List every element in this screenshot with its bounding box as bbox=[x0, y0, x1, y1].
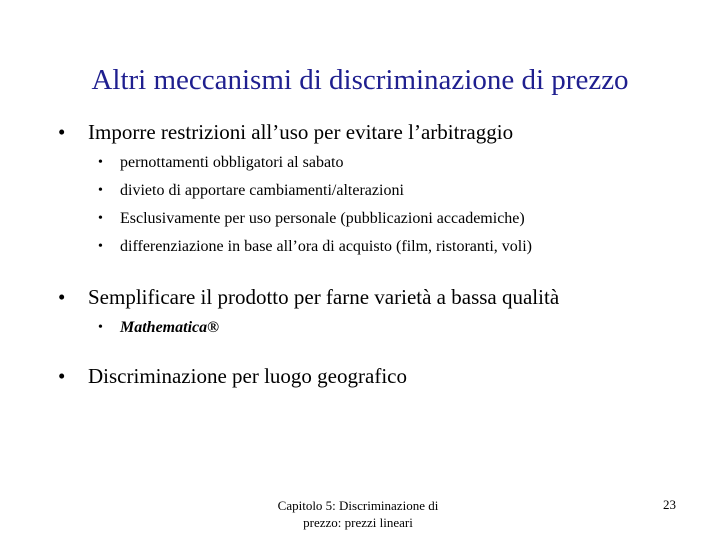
sub-bullet-text: Esclusivamente per uso personale (pubblicazioni accademiche) bbox=[120, 210, 525, 227]
bullet-icon: • bbox=[98, 211, 103, 226]
bullet-icon: • bbox=[98, 155, 103, 170]
footer-caption-line: Capitolo 5: Discriminazione di bbox=[277, 498, 439, 513]
sub-bullet-text: differenziazione in base all’ora di acquisto (film, ristoranti, voli) bbox=[120, 238, 533, 255]
bullet-icon: • bbox=[98, 183, 103, 198]
sub-bullet-text: pernottamenti obbligatori al sabato bbox=[120, 154, 344, 171]
bullet-icon: • bbox=[98, 239, 103, 254]
bullet-icon: • bbox=[58, 364, 66, 388]
footer-caption-line: prezzo: prezzi lineari bbox=[303, 515, 413, 530]
sub-bullet-text: divieto di apportare cambiamenti/alterazioni bbox=[120, 182, 404, 199]
bullet-icon: • bbox=[58, 285, 66, 309]
bullet-text: Imporre restrizioni all’uso per evitare l’arbitraggio bbox=[88, 120, 514, 144]
slide-title: Altri meccanismi di discriminazione di prezzo bbox=[91, 64, 629, 96]
footer-caption bbox=[258, 497, 458, 531]
page-number: 23 bbox=[663, 497, 676, 512]
bullet-icon: • bbox=[98, 320, 103, 335]
sub-bullet-text: Mathematica® bbox=[120, 319, 220, 336]
bullet-text: Semplificare il prodotto per farne varietà a bassa qualità bbox=[88, 285, 560, 309]
bullet-icon: • bbox=[58, 120, 66, 144]
bullet-text: Discriminazione per luogo geografico bbox=[88, 364, 407, 388]
